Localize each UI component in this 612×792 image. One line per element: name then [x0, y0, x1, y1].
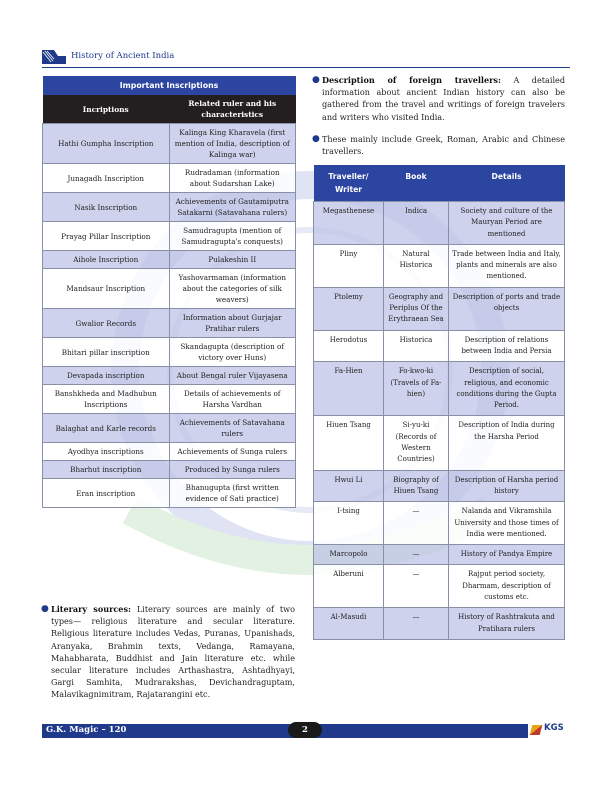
- table-cell: Description of Harsha period history: [449, 470, 565, 502]
- table-cell: Eran inscription: [43, 479, 170, 508]
- table-row: [43, 367, 296, 385]
- table-cell: Megasthenese: [314, 202, 384, 245]
- table-cell: Achievements of Sunga rulers: [169, 443, 296, 461]
- table-cell: Description of relations between India and Persia: [449, 330, 565, 362]
- brand-name: KGS: [544, 723, 564, 733]
- table-cell: About Bengal ruler Vijayasena: [169, 367, 296, 385]
- table-row: [314, 608, 565, 640]
- table-row: [43, 222, 296, 251]
- page-footer: [42, 724, 570, 738]
- table-cell: History of Rashtrakuta and Pratihara rulers: [449, 608, 565, 640]
- literary-sources-paragraph: [41, 603, 295, 701]
- table-cell: Marcopolo: [314, 545, 384, 565]
- table-row: [314, 416, 565, 470]
- bullet-icon: ●: [312, 134, 320, 144]
- table-cell: Achievements of Satavahana rulers: [169, 414, 296, 443]
- table-row: [43, 443, 296, 461]
- table-cell: Produced by Sunga rulers: [169, 461, 296, 479]
- table-cell: Fo-kwo-ki (Travels of Fa-hien): [384, 362, 449, 416]
- table-cell: Herodotus: [314, 330, 384, 362]
- table-cell: Prayag Pillar Inscription: [43, 222, 170, 251]
- table-cell: Nalanda and Vikramshila University and those times of India were mentioned.: [449, 502, 565, 545]
- table-cell: Indica: [384, 202, 449, 245]
- foreign-travellers-text: A detailed information about ancient Indian history can also be gathered from the travel and writings of foreign travelers and writers who visited India.: [322, 75, 566, 122]
- table-cell: Natural Historica: [384, 244, 449, 287]
- table-row: [43, 338, 296, 367]
- table-cell: Aihole Inscription: [43, 251, 170, 269]
- table-cell: —: [384, 545, 449, 565]
- table-row: [43, 309, 296, 338]
- table-cell: Achievements of Gautamiputra Satakarni (Satavahana rulers): [169, 193, 296, 222]
- table-cell: Hwui Li: [314, 470, 384, 502]
- table-cell: Bhanugupta (first written evidence of Sati practice): [169, 479, 296, 508]
- table-cell: Geography and Periplus Of the Erythraean Sea: [384, 287, 449, 330]
- table-row: [314, 502, 565, 545]
- table-row: [43, 164, 296, 193]
- table-cell: Balaghat and Karle records: [43, 414, 170, 443]
- table-row: [43, 414, 296, 443]
- table-cell: Banshkheda and Madhubun Inscriptions: [43, 385, 170, 414]
- table-cell: Trade between India and Italy, plants and minerals are also mentioned.: [449, 244, 565, 287]
- table-cell: Society and culture of the Mauryan Period are mentioned: [449, 202, 565, 245]
- literary-sources-heading: Literary sources:: [51, 604, 131, 614]
- brand-mark-icon: [530, 725, 543, 735]
- table-row: [43, 193, 296, 222]
- table-cell: Alberuni: [314, 565, 384, 608]
- header-title: History of Ancient India: [71, 51, 175, 61]
- table-cell: Bharhut inscription: [43, 461, 170, 479]
- table-cell: I-tsing: [314, 502, 384, 545]
- page-number: 2: [288, 722, 322, 738]
- table-cell: Pliny: [314, 244, 384, 287]
- table-cell: Description of India during the Harsha Period: [449, 416, 565, 470]
- table-cell: Hiuen Tsang: [314, 416, 384, 470]
- table-cell: Information about Gurjajar Pratihar rulers: [169, 309, 296, 338]
- literary-sources-text: Literary sources are mainly of two types— religious literature and secular literature. Religious literature includes Vedas, Puranas, Upanishads, Aranyaka, Brahmin texts, Vedanga, Ramayana, Mahabharata, Buddhist and Jain literature etc. while secular literature includes Arthashastra, Ashtadhyayi, Gargi Samhita, Mudrarakshas, Devichandraguptam, Malavikagnimitram, Rajatarangini etc.: [51, 604, 295, 700]
- table-row: [314, 565, 565, 608]
- inscriptions-table: [42, 76, 296, 508]
- table-cell: Gwalior Records: [43, 309, 170, 338]
- table-row: [43, 251, 296, 269]
- table-cell: Junagadh Inscription: [43, 164, 170, 193]
- table-cell: Nasik Inscription: [43, 193, 170, 222]
- column-header: Book: [384, 165, 449, 202]
- table-row: [43, 269, 296, 309]
- table-cell: Al-Masudi: [314, 608, 384, 640]
- table-cell: —: [384, 565, 449, 608]
- table-cell: —: [384, 608, 449, 640]
- table-cell: Ptolemy: [314, 287, 384, 330]
- table-row: [314, 244, 565, 287]
- table-cell: Rudradaman (information about Sudarshan Lake): [169, 164, 296, 193]
- table-cell: Yashovarmaman (information about the categories of silk weavers): [169, 269, 296, 309]
- table-row: [314, 545, 565, 565]
- foreign-travellers-heading: Description of foreign travellers:: [322, 75, 501, 85]
- column-header: Details: [449, 165, 565, 202]
- table-cell: Description of ports and trade objects: [449, 287, 565, 330]
- column-header: Traveller/ Writer: [314, 165, 384, 202]
- column-header: Related ruler and his characteristics: [169, 95, 296, 124]
- table-cell: Biography of Hiuen Tsang: [384, 470, 449, 502]
- table-row: [43, 385, 296, 414]
- column-header: Incriptions: [43, 95, 170, 124]
- table-row: [43, 461, 296, 479]
- table-row: [43, 479, 296, 508]
- bullet-icon: ●: [312, 75, 320, 85]
- table-cell: Pulakeshin II: [169, 251, 296, 269]
- brand-logo: [528, 721, 570, 739]
- table-cell: Description of social, religious, and economic conditions during the Gupta Period.: [449, 362, 565, 416]
- table-cell: History of Pandya Empire: [449, 545, 565, 565]
- table-cell: Hathi Gumpha Inscription: [43, 124, 170, 164]
- bullet-icon: ●: [41, 604, 49, 614]
- inscriptions-caption: Important Inscriptions: [43, 76, 296, 95]
- header-rule: [42, 67, 570, 69]
- foreign-travellers-paragraph: [312, 74, 566, 123]
- table-row: [43, 124, 296, 164]
- table-cell: Devapada inscription: [43, 367, 170, 385]
- table-row: [314, 362, 565, 416]
- table-row: [314, 470, 565, 502]
- page-header: [42, 48, 570, 68]
- table-cell: —: [384, 502, 449, 545]
- table-cell: Historica: [384, 330, 449, 362]
- table-row: [314, 202, 565, 245]
- table-cell: Mandsaur Inscription: [43, 269, 170, 309]
- table-cell: Fa-Hien: [314, 362, 384, 416]
- travellers-note: [312, 133, 565, 157]
- book-logo-icon: [42, 50, 66, 64]
- table-cell: Bhitari pillar inscription: [43, 338, 170, 367]
- table-cell: Si-yu-ki (Records of Western Countries): [384, 416, 449, 470]
- table-cell: Skandagupta (description of victory over Huns): [169, 338, 296, 367]
- table-row: [314, 330, 565, 362]
- table-cell: Rajput period society, Dharmam, description of customs etc.: [449, 565, 565, 608]
- table-row: [314, 287, 565, 330]
- table-cell: Ayodhya inscriptions: [43, 443, 170, 461]
- travellers-note-text: These mainly include Greek, Roman, Arabic and Chinese travellers.: [322, 134, 565, 157]
- table-cell: Details of achievements of Harsha Vardhan: [169, 385, 296, 414]
- travellers-table: [313, 165, 565, 640]
- table-cell: Kalinga King Kharavela (first mention of India, description of Kalinga war): [169, 124, 296, 164]
- table-cell: Samudragupta (mention of Samudragupta's conquests): [169, 222, 296, 251]
- book-title: G.K. Magic – 120: [46, 725, 127, 735]
